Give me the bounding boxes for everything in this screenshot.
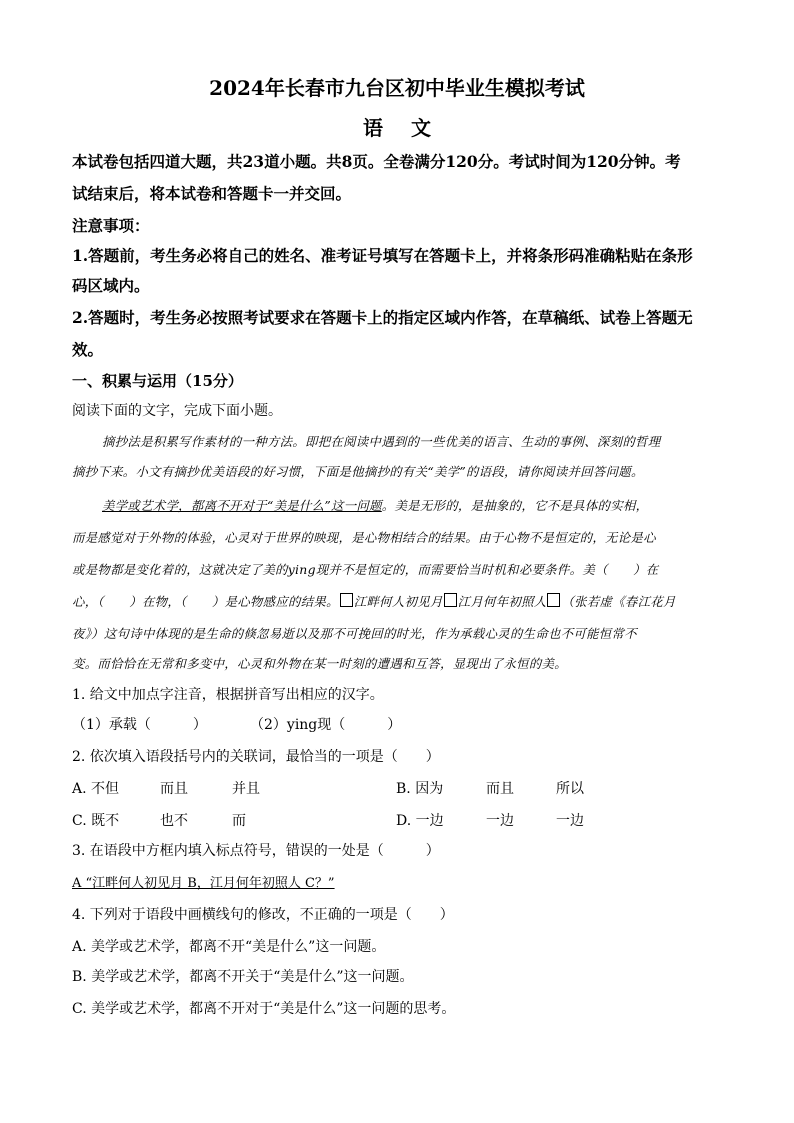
- question-2-option-c-2: 也不: [160, 813, 188, 829]
- passage-line-6-part-2: 江畔何人初见月: [353, 594, 443, 609]
- underlined-sentence: 美学或艺术学，都离不开对于“美是什么”这一问题: [102, 498, 382, 513]
- question-1-part-2: （2）ying现（ ）: [250, 717, 402, 733]
- punctuation-box-c: [547, 593, 560, 607]
- subject-title: 语文: [363, 116, 459, 140]
- question-1-part-1: （1）承载（ ）: [72, 717, 207, 733]
- question-1-stem: 1. 给文中加点字注音，根据拼音写出相应的汉字。: [72, 687, 384, 703]
- question-2-stem: 2. 依次填入语段括号内的关联词，最恰当的一项是（ ）: [72, 749, 440, 765]
- passage-line-3: [102, 496, 648, 514]
- question-2-option-a-3: 并且: [232, 781, 260, 797]
- question-2-option-d-3: 一边: [556, 813, 584, 829]
- exam-title: 2024年长春市九台区初中毕业生模拟考试: [209, 76, 585, 100]
- punctuation-box-b: [444, 593, 457, 607]
- passage-line-6-part-3: 江月何年初照人: [457, 594, 547, 609]
- passage-line-6: [72, 592, 676, 610]
- passage-line-4: 而是感觉对于外物的体验，心灵对于世界的映现，是心物相结合的结果。由于心物不是恒定的，无论是心: [72, 530, 656, 545]
- question-3-options: A “江畔何人初见月 B，江月何年初照人 C？”: [72, 876, 335, 891]
- question-2-option-c-3: 而: [232, 813, 246, 829]
- question-3-stem: 3. 在语段中方框内填入标点符号，错误的一处是（ ）: [72, 843, 440, 859]
- question-4-stem: 4. 下列对于语段中画横线句的修改，不正确的一项是（ ）: [72, 907, 454, 923]
- passage-line-8: 变。而恰恰在无常和多变中，心灵和外物在某一时刻的遭遇和互答，显现出了永恒的美。: [72, 656, 567, 671]
- question-2-option-a-1: A. 不但: [72, 781, 120, 797]
- question-2-option-d-1: D. 一边: [396, 813, 444, 829]
- note-1-line-2: 码区域内。: [72, 276, 150, 295]
- question-4-option-c: C. 美学或艺术学，都离不开对于“美是什么”这一问题的思考。: [72, 1001, 456, 1017]
- instructions-line-1: 本试卷包括四道大题，共23道小题。共8页。全卷满分120分。考试时间为120分钟。考: [72, 152, 681, 171]
- note-2-line-1: 2.答题时，考生务必按照考试要求在答题卡上的指定区域内作答，在草稿纸、试卷上答题无: [72, 308, 693, 327]
- question-2-option-b-3: 所以: [556, 781, 584, 797]
- notes-title: 注意事项：: [72, 216, 150, 235]
- passage-line-7: 夜》）这句诗中体现的是生命的倏忽易逝以及那不可挽回的时光，作为承载心灵的生命也不可能恒常不: [72, 626, 637, 641]
- section-1-intro: 阅读下面的文字，完成下面小题。: [72, 403, 282, 419]
- passage-line-1: 摘抄法是积累写作素材的一种方法。即把在阅读中遇到的一些优美的语言、生动的事例、深刻的哲理: [102, 434, 661, 449]
- question-2-option-b-2: 而且: [486, 781, 514, 797]
- passage-line-6-part-4: （张若虚《春江花月: [561, 594, 676, 609]
- question-4-option-b: B. 美学或艺术学，都离不开关于“美是什么”这一问题。: [72, 969, 414, 985]
- note-1-line-1: 1.答题前，考生务必将自己的姓名、准考证号填写在答题卡上，并将条形码准确粘贴在条形: [72, 246, 693, 265]
- note-2-line-2: 效。: [72, 340, 104, 359]
- passage-line-6-part-1: 心，（ ）在物，（ ）是心物感应的结果。: [72, 594, 339, 609]
- question-2-option-b-1: B. 因为: [396, 781, 444, 797]
- passage-line-2: 摘抄下来。小文有摘抄优美语段的好习惯，下面是他摘抄的有关“美学”的语段，请你阅读并回答问题。: [72, 464, 644, 479]
- question-2-option-d-2: 一边: [486, 813, 514, 829]
- instructions-line-2: 试结束后，将本试卷和答题卡一并交回。: [72, 184, 352, 203]
- question-4-option-a: A. 美学或艺术学，都离不开“美是什么”这一问题。: [72, 939, 386, 955]
- question-2-option-a-2: 而且: [160, 781, 188, 797]
- passage-line-5: 或是物都是变化着的，这就决定了美的ying现并不是恒定的，而需要恰当时机和必要条件。美（ ）在: [72, 562, 659, 577]
- punctuation-box-a: [340, 593, 353, 607]
- question-2-option-c-1: C. 既不: [72, 813, 120, 829]
- passage-line-3-rest: 。美是无形的，是抽象的，它不是具体的实相，: [381, 498, 649, 513]
- section-1-heading: 一、积累与运用（15分）: [72, 372, 243, 390]
